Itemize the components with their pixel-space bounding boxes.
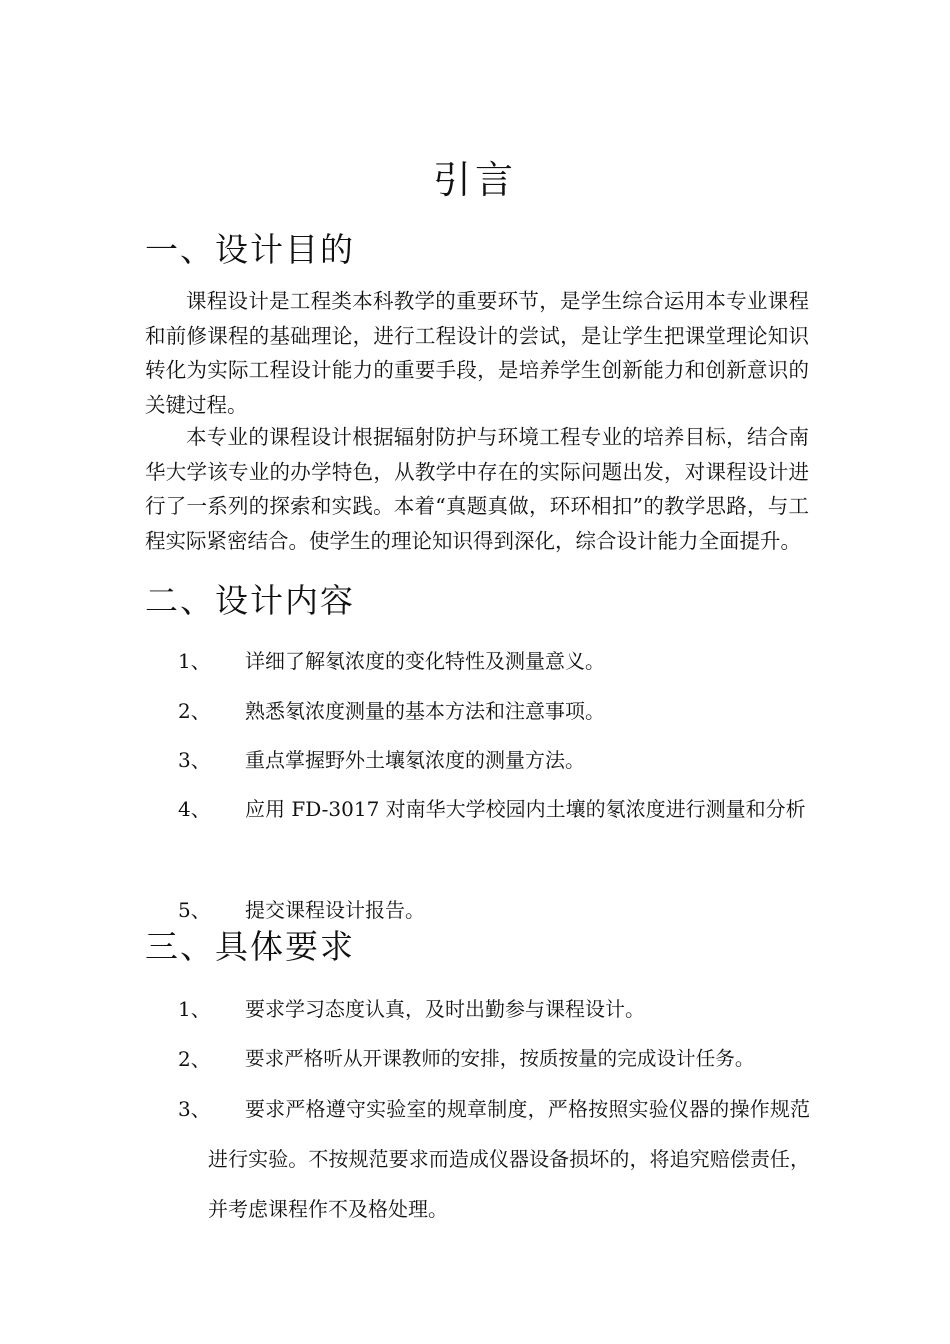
list-item	[178, 735, 810, 785]
list-item	[178, 1084, 810, 1234]
list-item-number: 4、	[178, 797, 211, 821]
list-item	[178, 636, 810, 686]
list-item-number: 1、	[178, 997, 211, 1021]
list-item-text: 详细了解氡浓度的变化特性及测量意义。	[245, 649, 605, 673]
section-heading-requirements: 三、具体要求	[145, 927, 355, 966]
paragraph-purpose-1: 课程设计是工程类本科教学的重要环节，是学生综合运用本专业课程和前修课程的基础理论，进行工程设计的尝试，是让学生把课堂理论知识转化为实际工程设计能力的重要手段，是培养学生创新能力和创新意识的关键过程。	[145, 289, 809, 417]
section-heading-content: 二、设计内容	[145, 581, 355, 620]
page-title: 引言	[432, 158, 517, 202]
paragraph-purpose-2: 本专业的课程设计根据辐射防护与环境工程专业的培养目标，结合南华大学该专业的办学特色，从教学中存在的实际问题出发，对课程设计进行了一系列的探索和实践。本着“真题真做，环环相扣”的教学思路，与工程实际紧密结合。使学生的理论知识得到深化，综合设计能力全面提升。	[145, 425, 809, 553]
list-item	[178, 1034, 810, 1084]
list-item-text: 应用 FD-3017 对南华大学校园内土壤的氡浓度进行测量和分析	[245, 797, 806, 821]
section-heading-purpose: 一、设计目的	[145, 230, 355, 269]
list-item-text: 要求严格听从开课教师的安排，按质按量的完成设计任务。	[245, 1047, 755, 1070]
list-item-number: 3、	[178, 748, 211, 772]
list-item-number: 2、	[178, 1047, 211, 1071]
list-item	[178, 784, 810, 834]
list-item-number: 2、	[178, 699, 211, 723]
list-item	[178, 686, 810, 736]
list-item-text: 提交课程设计报告。	[245, 898, 425, 922]
list-item	[178, 984, 810, 1034]
list-item-text: 重点掌握野外土壤氡浓度的测量方法。	[245, 748, 585, 772]
list-item-number: 5、	[178, 898, 211, 922]
list-item-number: 1、	[178, 649, 211, 673]
list-item-number: 3、	[178, 1097, 211, 1121]
list-item-text: 要求学习态度认真，及时出勤参与课程设计。	[245, 997, 645, 1021]
list-item-text: 熟悉氡浓度测量的基本方法和注意事项。	[245, 699, 605, 723]
list-item-text: 要求严格遵守实验室的规章制度，严格按照实验仪器的操作规范进行实验。不按规范要求而造成仪器设备损坏的，将追究赔偿责任，并考虑课程作不及格处理。	[208, 1097, 810, 1221]
